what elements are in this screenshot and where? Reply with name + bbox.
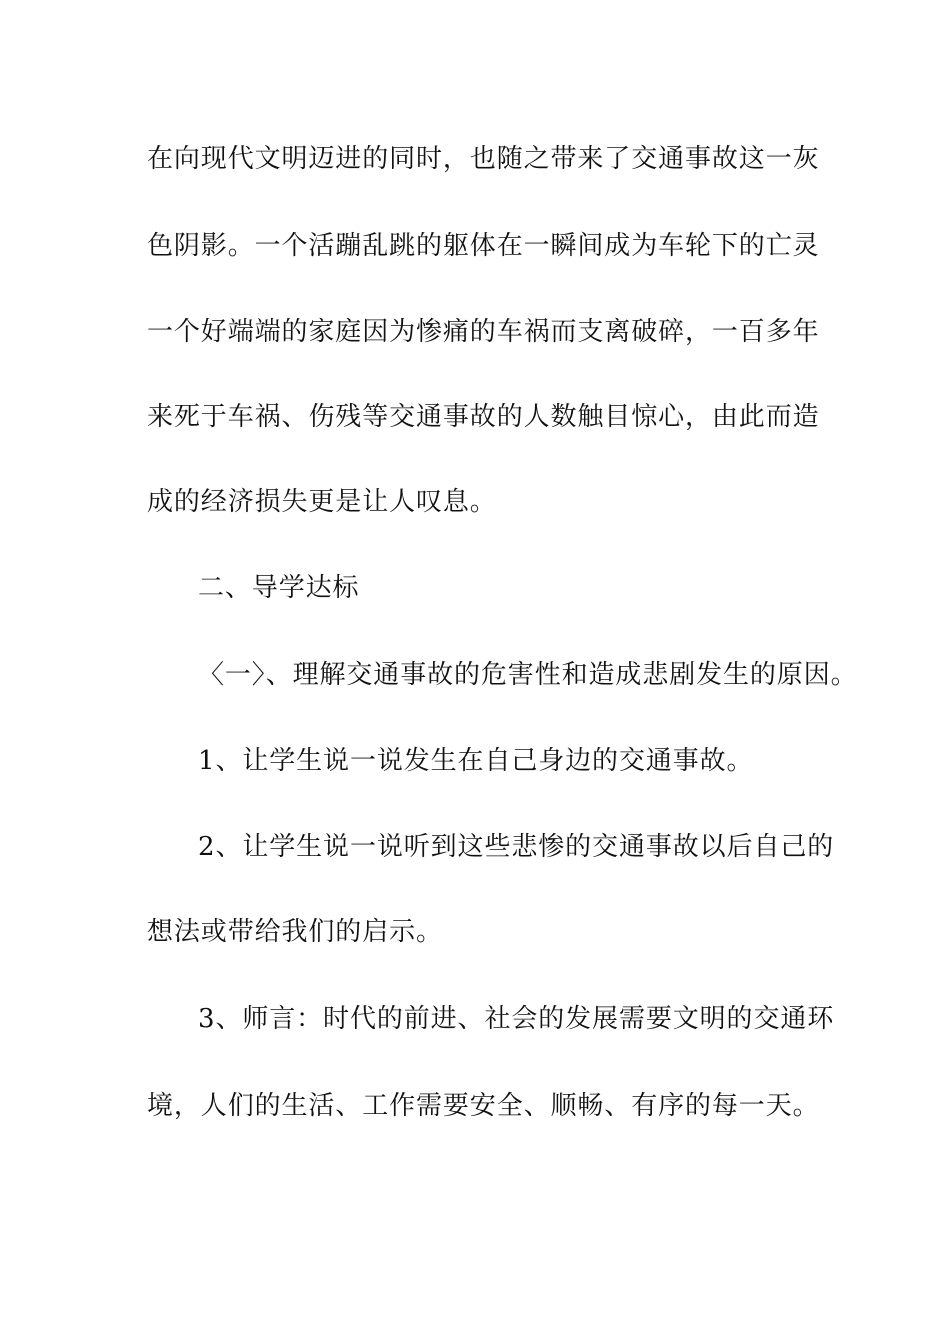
paragraph-line-1: 在向现代文明迈进的同时，也随之带来了交通事故这一灰 [147,144,820,174]
list-item-2-line-2: 想法或带给我们的启示。 [147,917,443,947]
paragraph-line-2: 色阴影。一个活蹦乱跳的躯体在一瞬间成为车轮下的亡灵 [147,231,820,261]
section-heading: 二、导学达标 [198,573,360,603]
list-item-3-line-2: 境，人们的生活、工作需要安全、顺畅、有序的每一天。 [147,1091,820,1121]
list-item-2-line-1: 2、让学生说一说听到这些悲惨的交通事故以后自己的 [198,832,835,862]
paragraph-line-4: 来死于车祸、伤残等交通事故的人数触目惊心，由此而造 [147,402,820,432]
paragraph-line-5: 成的经济损失更是让人叹息。 [147,487,497,517]
paragraph-line-3: 一个好端端的家庭因为惨痛的车祸而支离破碎，一百多年 [147,317,820,347]
list-item-1: 1、让学生说一说发生在自己身边的交通事故。 [198,746,754,776]
list-item-3-line-1: 3、师言：时代的前进、社会的发展需要文明的交通环 [198,1004,835,1034]
subsection-heading: 〈一〉、理解交通事故的危害性和造成悲剧发生的原因。 [198,660,858,690]
